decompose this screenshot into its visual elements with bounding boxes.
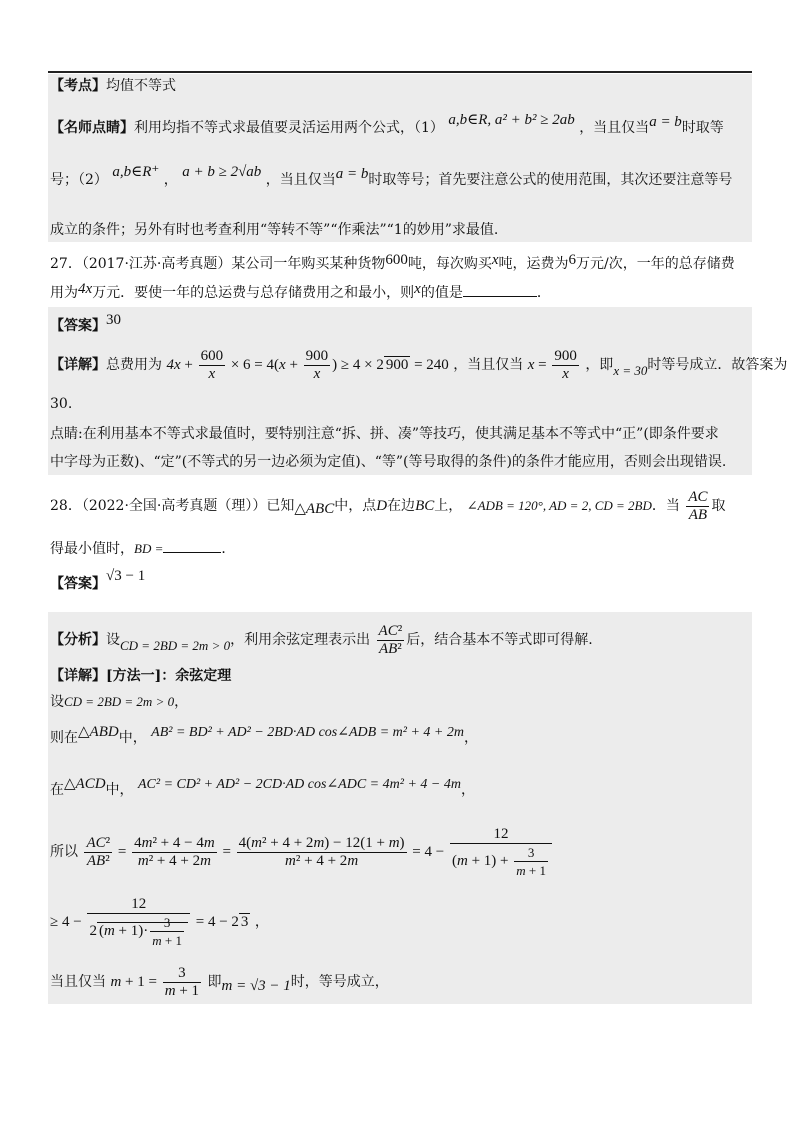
formula-positive-reals: a,b∈R⁺ [112,164,160,180]
header-rule [48,71,752,73]
answer-blank-28 [163,538,221,553]
answer-27-line [50,312,121,336]
detail-27-line: 【详解】总费用为 4x + $\frac{600}{x}$ × 6 = 4(x + $\frac{900}{x}$ ) ≥ 4 × 2 900 = 240 ，当且仅当 x = $\frac{900}{x}$ ，即x = 30时等号成立．故答案为 [50,348,788,383]
law-of-cosines-acd: AC² = CD² + AD² − 2CD·AD cos∠ADC = 4m² + 4 − 4m [138,777,461,792]
tip-line-1: 【名师点睛】利用均指不等式求最值要灵活运用两个公式，（1） a,b∈R, a² + b² ≥ 2ab ，当且仅当a = b时取等 [50,112,724,136]
law-of-cosines-abd: AB² = BD² + AD² − 2BD·AD cos∠ADB = m² + 4 + 2m [151,725,464,740]
answer-28-value: √3 − 1 [106,568,146,584]
step-5: ≥ 4 − 12 2 (m + 1)· $\frac{3}{m + 1}$ = 4 − 2 3 ， [50,896,269,949]
step-3: 在△ACD中， AC² = CD² + AD² − 2CD·AD cos∠ADC = 4m² + 4 − 4m， [50,776,475,798]
kaodian-tag: 【考点】 [50,78,106,94]
kaodian-text: 均值不等式 [106,78,176,94]
answer-tag: 【答案】 [50,318,106,334]
inequality-bound: ≥ 4 − 12 2 (m + 1)· $\frac{3}{m + 1}$ = 4 − 2 3 [50,896,249,949]
question-27-line-1: 27．（2017·江苏·高考真题）某公司一年购买某种货物600吨，每次购买x吨，运费为6万元/次，一年的总存储费 [50,252,735,272]
ratio-derivation: $\frac{\text{AC²}}{\text{AB²}}$ = $\frac{\text{4m² + 4 − 4m}}{\text{m² + 4 + 2m}}$ = $\frac{\text{4(m² + 4 + 2m) − 12(1 + m)}}{\text{m² + 4 + 2m}}$ = 4 − 12 (m + 1) + $\frac{3}{m + 1}$ [82,844,554,860]
detail-28-header: 【详解】[方法一]：余弦定理 [50,668,232,684]
tip-line-3: 成立的条件；另外有时也考查利用“等转不等”“作乘法”“1的妙用”求最值. [50,222,499,238]
total-cost-formula: 4x + $\frac{600}{x}$ × 6 = 4(x + $\frac{900}{x}$ ) ≥ 4 × 2 900 = 240 [166,348,449,383]
equality-condition-formula: x = $\frac{900}{x}$ [527,348,577,383]
question-28-line-2: 得最小值时，BD = ． [50,538,235,559]
note-27-line-1: 点睛:在利用基本不等式求最值时，要特别注意“拆、拼、凑”等技巧，使其满足基本不等式中“正”(即条件要求 [50,426,719,442]
step-4: 所以 $\frac{\text{AC²}}{\text{AB²}}$ = $\frac{\text{4m² + 4 − 4m}}{\text{m² + 4 + 2m}}$ = $\frac{\text{4(m² + 4 + 2m) − 12(1 + m)}}{\text{m² + 4 + 2m}}$ = 4 − 12 (m + 1) + $\frac{3}{m + 1}$ [50,820,554,884]
equality-condition-m: m + 1 = $\frac{3}{m + 1}$ [110,965,200,1000]
fraction-ac2-ab2: $\frac{\text{AC²}}{\text{AB²}}$ [378,623,403,658]
formula-ab-square: a,b∈R, a² + b² ≥ 2ab [448,112,575,128]
answer-blank-27 [463,282,537,297]
question-27-line-2: 用为4x万元．要使一年的总运费与总存储费用之和最小，则x的值是 ． [50,281,551,301]
tip-tag: 【名师点睛】 [50,120,134,136]
analysis-28-line: 【分析】设CD = 2BD = 2m > 0，利用余弦定理表示出 $\frac{\text{AC²}}{\text{AB²}}$ 后，结合基本不等式即可得解. [50,623,593,658]
kaodian-line [50,76,176,96]
answer-27-value: 30 [106,312,121,328]
step-1: 设CD = 2BD = 2m > 0， [50,694,189,710]
condition-formula: ∠ADB = 120°, AD = 2, CD = 2BD [466,498,652,513]
formula-am-gm: a + b ≥ 2√ab [182,164,262,180]
answer27-shade [48,307,752,475]
tip-shade [48,74,752,242]
detail-27-line-2: 30. [50,396,73,412]
step-2: 则在△ABD中， AB² = BD² + AD² − 2BD·AD cos∠ADB = m² + 4 + 2m， [50,724,478,746]
note-27-line-2: 中字母为正数)、“定”(不等式的另一边必须为定值)、“等”(等号取得的条件)的条件才能应用，否则会出现错误. [50,454,727,470]
step-6: 当且仅当 m + 1 = $\frac{3}{m + 1}$ 即m = √3 − 1时，等号成立， [50,965,389,1000]
fraction-ac-ab: $\frac{AC}{AB}$ [688,489,708,524]
answer-28-line: 【答案】√3 − 1 [50,568,146,592]
tip-line-2: 号；（2） a,b∈R⁺ ， a + b ≥ 2√ab ，当且仅当a = b时取等号；首先要注意公式的使用范围，其次还要注意等号 [50,164,733,188]
question-28-line-1: 28．（2022·全国·高考真题（理））已知△ABC中，点D在边BC上， ∠ADB = 120°, AD = 2, CD = 2BD．当 $\frac{AC}{AB}$ 取 [50,489,726,524]
